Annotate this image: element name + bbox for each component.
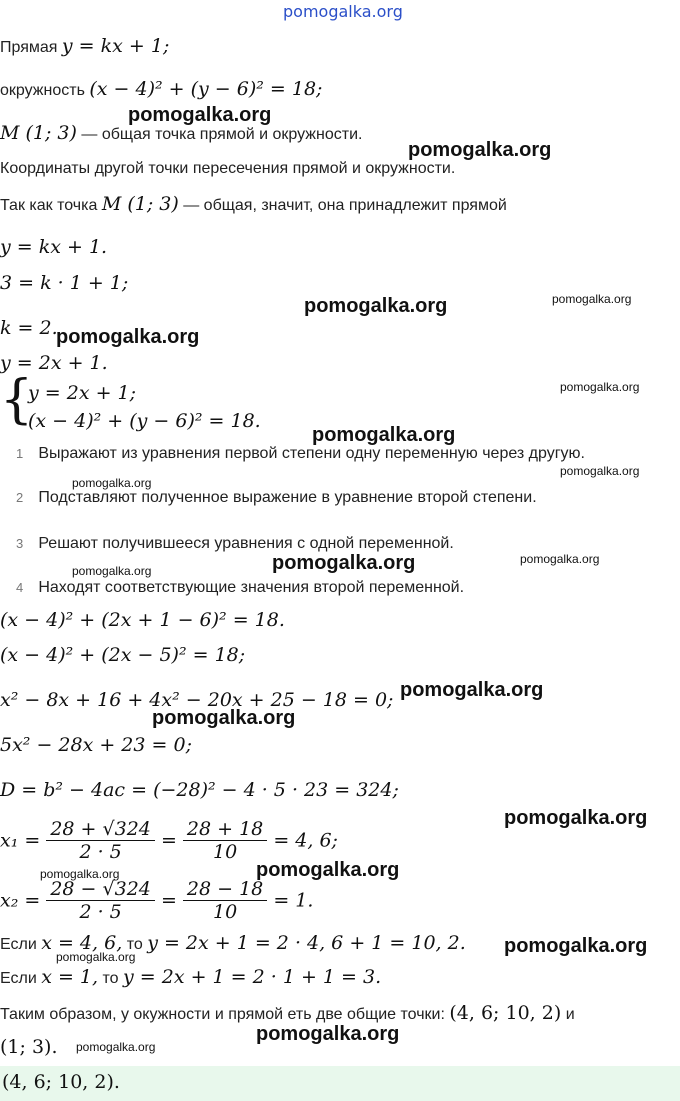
since-line [0,193,507,215]
step-text: Решают получившееся уравнения с одной переменной. [38,535,454,552]
watermark: pomogalka.org [152,707,296,729]
line-label [0,35,169,57]
watermark: pomogalka.org [256,1023,400,1045]
line-label-text: Прямая [0,39,58,56]
x1-denominator-2: 10 [213,841,238,863]
x2-equals: = [160,889,177,912]
since-suffix: — общая, значит, она принадлежит прямой [183,197,507,214]
watermark: pomogalka.org [72,564,152,578]
step-text: Подставляют полученное выражение в уравнение второй степени. [38,489,537,506]
step-number: 2 [16,490,24,505]
x1-equals: = [160,829,177,852]
algebra-eq-3: x² − 8x + 16 + 4x² − 20x + 25 − 18 = 0; [0,689,394,711]
watermark: pomogalka.org [552,292,632,306]
x1-fraction [46,818,155,863]
watermark: pomogalka.org [304,295,448,317]
watermark: pomogalka.org [504,807,648,829]
summary-point-2: (1; 3). [0,1036,58,1058]
find-text: Координаты другой точки пересечения прямой и окружности. [0,160,456,177]
summary-text: Таким образом, у окужности и прямой еть две общие точки: [0,1006,445,1023]
algebra-eq-2: (x − 4)² + (2x − 5)² = 18; [0,644,246,666]
watermark: pomogalka.org [560,380,640,394]
conclusion-1-x: x = 4, 6, [41,932,123,954]
watermark: pomogalka.org [504,935,648,957]
system-eq-1: y = 2x + 1; [28,382,137,404]
step-number: 1 [16,446,24,461]
watermark: pomogalka.org [56,326,200,348]
x2-denominator: 2 · 5 [79,901,122,923]
root-x2 [0,878,313,926]
root-x1 [0,818,338,863]
x1-numerator-2: 28 + 18 [183,818,267,841]
x2-fraction-2 [183,878,267,923]
watermark: pomogalka.org [40,867,120,881]
step-item [16,577,464,597]
x1-value: = 4, 6; [273,829,338,852]
k-eq-4: y = 2x + 1. [0,352,108,374]
line-equation: y = kx + 1; [61,35,170,57]
common-point: M (1; 3) [0,122,77,144]
watermark: pomogalka.org [272,552,416,574]
watermark: pomogalka.org [72,476,152,490]
conclusion-2-then: то [102,970,119,987]
conclusion-1-then: то [126,936,143,953]
step-text: Находят соответствующие значения второй переменной. [38,579,465,596]
x2-value: = 1. [273,889,314,912]
summary-and: и [565,1006,575,1023]
step-item [16,443,585,463]
x2-numerator: 28 − √324 [46,878,155,901]
top-watermark-link[interactable]: pomogalka.org [283,2,403,21]
system-brace: { [0,370,34,430]
watermark: pomogalka.org [400,679,544,701]
discriminant-eq: D = b² − 4ac = (−28)² − 4 · 5 · 23 = 324; [0,779,399,801]
conclusion-2-x: x = 1, [41,966,99,988]
summary-point-1: (4, 6; 10, 2) [449,1002,562,1024]
algebra-eq-1: (x − 4)² + (2x + 1 − 6)² = 18. [0,609,285,631]
k-eq-1: y = kx + 1. [0,236,108,258]
x1-fraction-2 [183,818,267,863]
circle-label-text: окружность [0,82,85,99]
step-number: 4 [16,580,24,595]
conclusion-2 [0,966,381,988]
conclusion-2-y: y = 2x + 1 = 2 · 1 + 1 = 3. [123,966,382,988]
circle-label [0,78,322,100]
step-number: 3 [16,536,24,551]
step-item [16,487,537,507]
step-text: Выражают из уравнения первой степени одну переменную через другую. [38,445,585,462]
conclusion-2-if: Если [0,970,37,987]
watermark: pomogalka.org [312,424,456,446]
x2-numerator-2: 28 − 18 [183,878,267,901]
algebra-eq-4: 5x² − 28x + 23 = 0; [0,734,192,756]
x1-numerator: 28 + √324 [46,818,155,841]
x2-label: x₂ = [0,889,41,912]
watermark: pomogalka.org [520,552,600,566]
k-eq-3: k = 2. [0,317,58,339]
answer-value: (4, 6; 10, 2). [2,1071,120,1093]
x2-fraction [46,878,155,923]
common-point-text: — общая точка прямой и окружности. [81,126,363,143]
watermark: pomogalka.org [128,104,272,126]
watermark: pomogalka.org [256,859,400,881]
circle-equation: (x − 4)² + (y − 6)² = 18; [89,78,323,100]
conclusion-1-if: Если [0,936,37,953]
answer-box [0,1066,680,1101]
since-prefix: Так как точка [0,197,98,214]
conclusion-1-y: y = 2x + 1 = 2 · 4, 6 + 1 = 10, 2. [147,932,466,954]
system-eq-2: (x − 4)² + (y − 6)² = 18. [28,410,261,432]
since-point: M (1; 3) [101,193,179,215]
watermark: pomogalka.org [408,139,552,161]
x1-denominator: 2 · 5 [79,841,122,863]
watermark: pomogalka.org [560,464,640,478]
summary-line [0,1002,575,1024]
x1-label: x₁ = [0,829,41,852]
step-item [16,533,454,553]
watermark: pomogalka.org [56,950,136,964]
watermark: pomogalka.org [76,1040,156,1054]
x2-denominator-2: 10 [213,901,238,923]
k-eq-2: 3 = k · 1 + 1; [0,272,129,294]
